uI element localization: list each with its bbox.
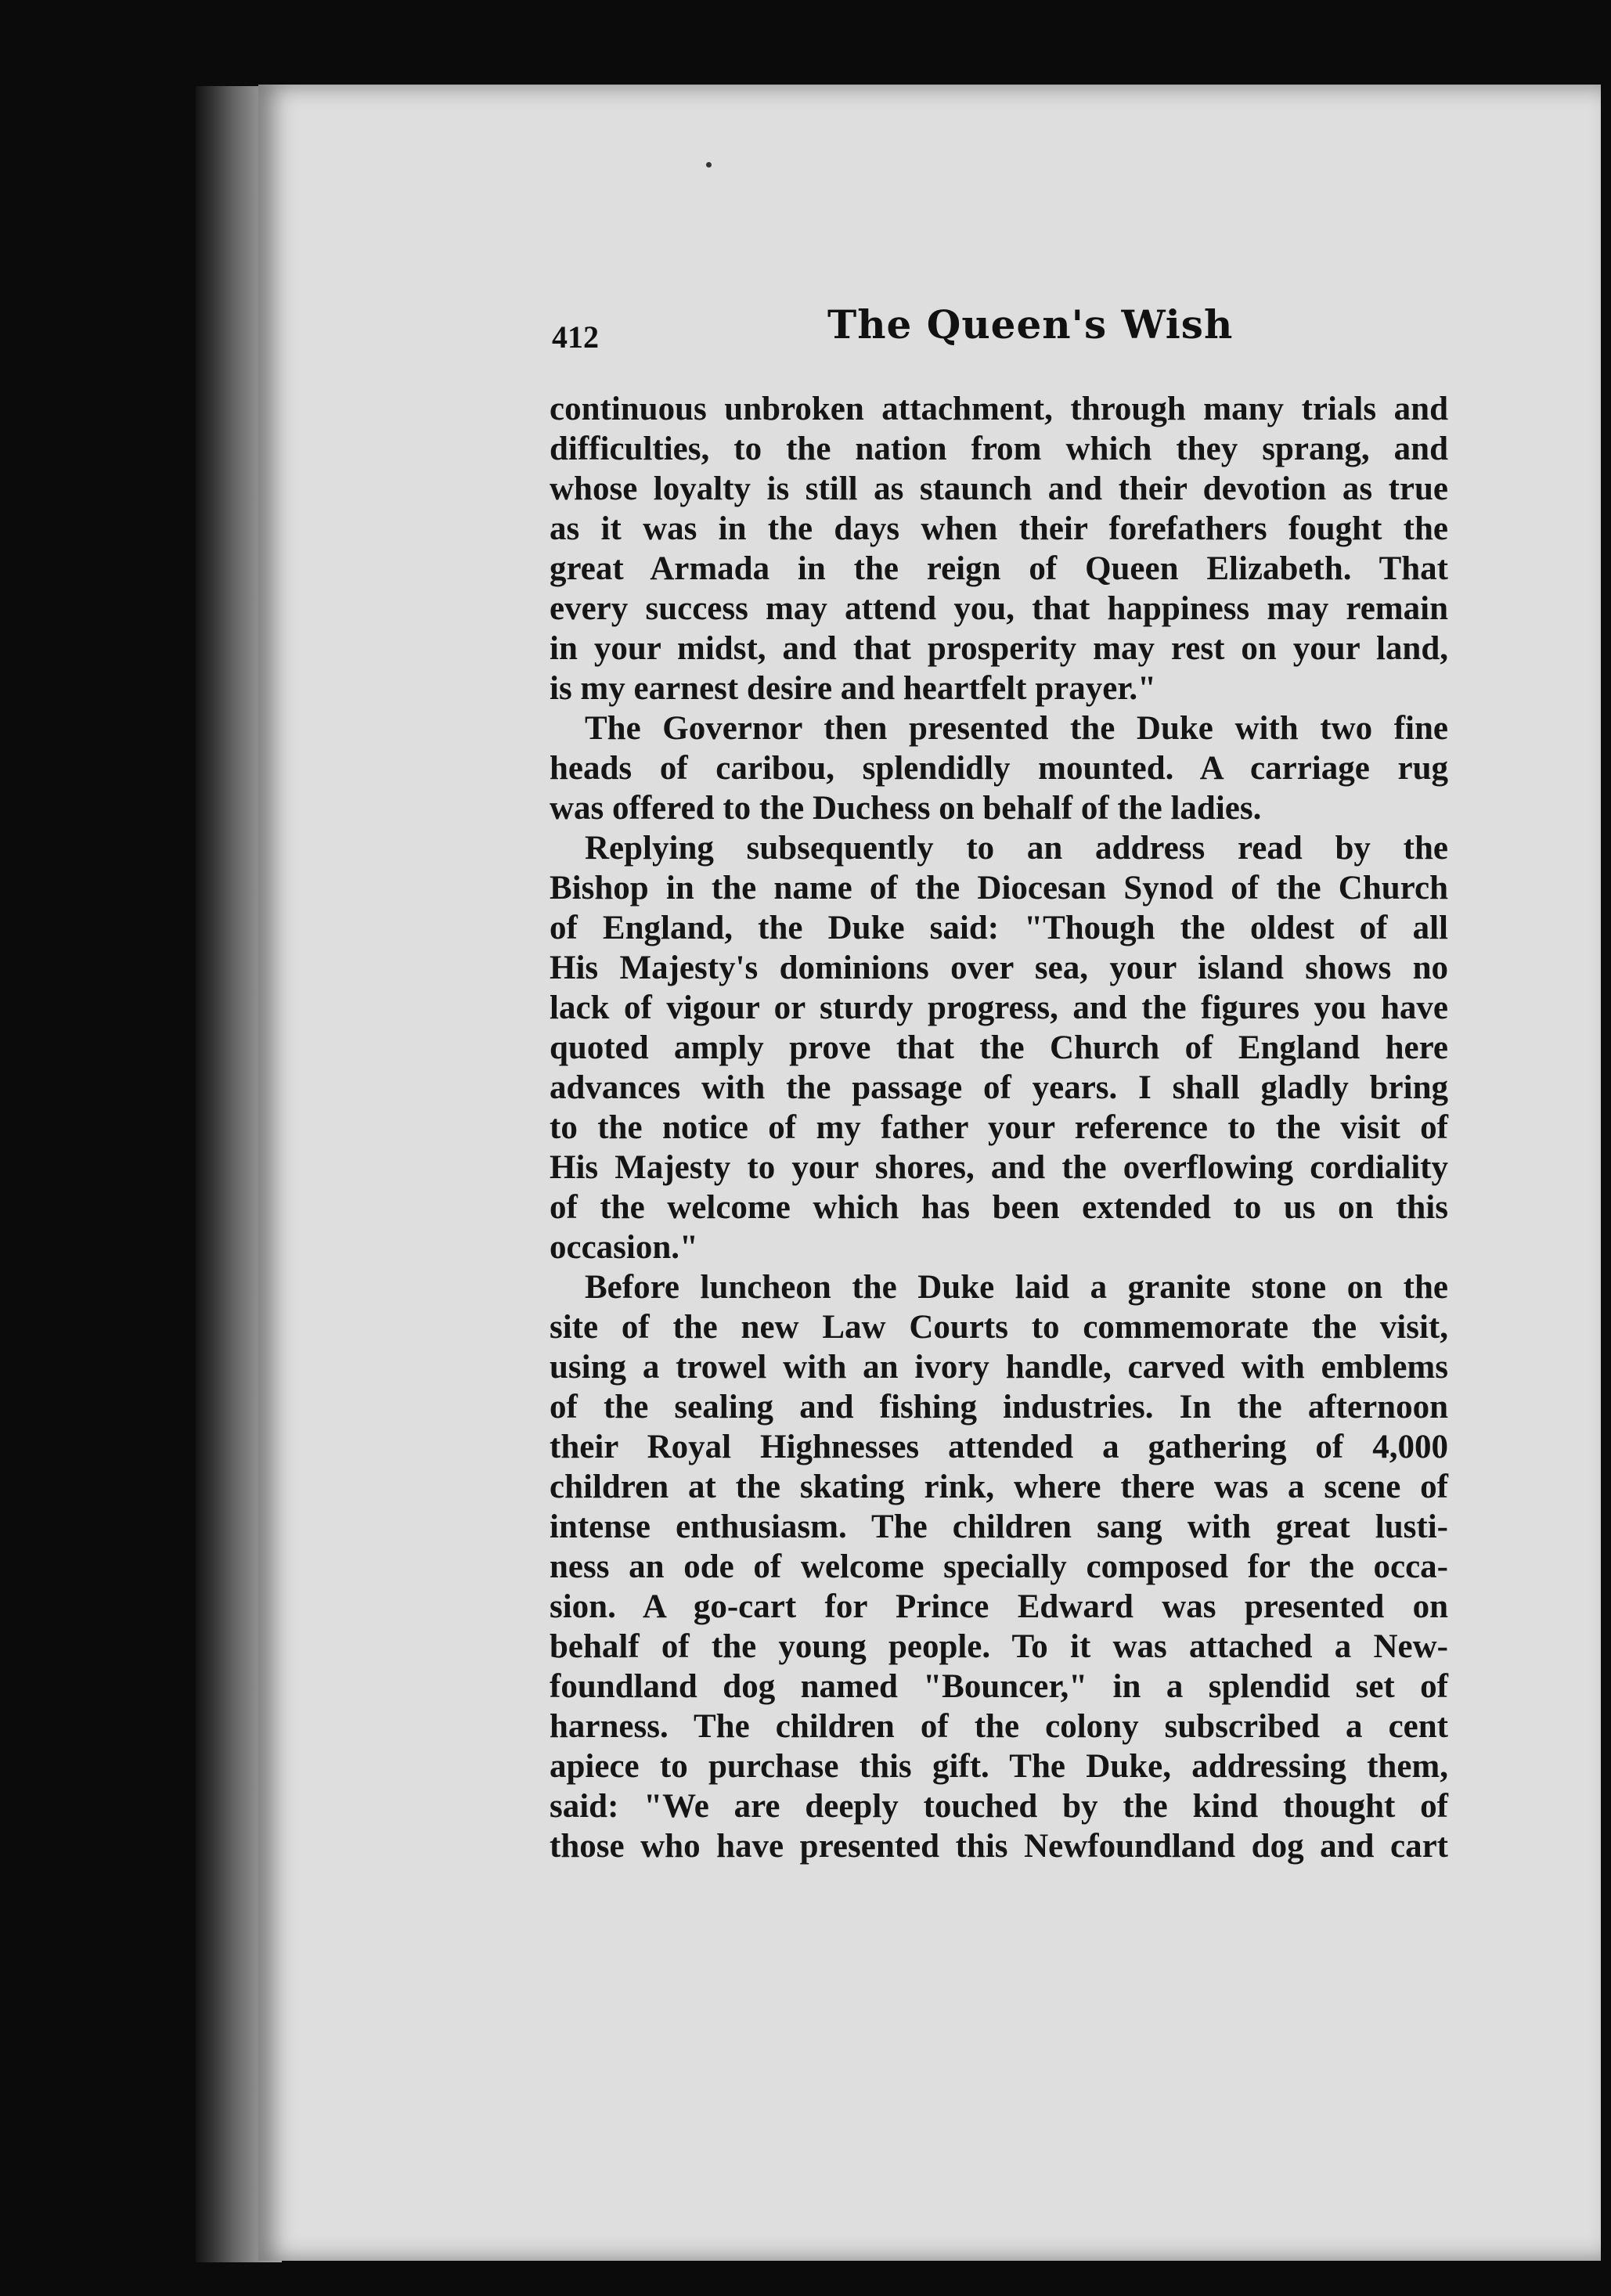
text-line: to the notice of my father your reference to the visit of	[550, 1109, 1448, 1146]
body-text	[550, 389, 1448, 1866]
text-line: His Majesty's dominions over sea, your island shows no	[550, 950, 1448, 986]
text-line: heads of caribou, splendidly mounted. A carriage rug	[550, 750, 1448, 787]
text-line: of the welcome which has been extended to us on this	[550, 1189, 1448, 1226]
text-line: sion. A go-cart for Prince Edward was presented on	[550, 1588, 1448, 1625]
text-line: apiece to purchase this gift. The Duke, addressing them,	[550, 1748, 1448, 1785]
text-line: site of the new Law Courts to commemorate the visit,	[550, 1309, 1448, 1346]
text-line: as it was in the days when their forefathers fought the	[550, 510, 1448, 547]
text-line: Before luncheon the Duke laid a granite stone on the	[585, 1269, 1448, 1306]
text-line: lack of vigour or sturdy progress, and the figures you have	[550, 989, 1448, 1026]
text-line: Replying subsequently to an address read by the	[585, 830, 1448, 867]
text-line: in your midst, and that prosperity may rest on your land,	[550, 630, 1448, 667]
page-number: 412	[552, 319, 599, 355]
text-line: was offered to the Duchess on behalf of the ladies.	[550, 790, 1262, 827]
text-line: ness an ode of welcome specially composed for the occa-	[550, 1548, 1448, 1585]
text-line: behalf of the young people. To it was attached a New-	[550, 1628, 1448, 1665]
text-line: is my earnest desire and heartfelt prayer."	[550, 670, 1157, 707]
text-line: whose loyalty is still as staunch and their devotion as true	[550, 470, 1448, 507]
text-line: their Royal Highnesses attended a gathering of 4,000	[550, 1429, 1448, 1465]
text-line: harness. The children of the colony subscribed a cent	[550, 1708, 1448, 1745]
text-line: of England, the Duke said: "Though the oldest of all	[550, 910, 1448, 946]
text-line: quoted amply prove that the Church of England here	[550, 1029, 1448, 1066]
text-line: great Armada in the reign of Queen Elizabeth. That	[550, 550, 1448, 587]
text-line: difficulties, to the nation from which they sprang, and	[550, 431, 1448, 467]
text-line: intense enthusiasm. The children sang with great lusti-	[550, 1508, 1448, 1545]
text-line: continuous unbroken attachment, through many trials and	[550, 391, 1448, 427]
text-line: using a trowel with an ivory handle, carved with emblems	[550, 1349, 1448, 1386]
text-line: those who have presented this Newfoundland dog and cart	[550, 1828, 1448, 1865]
text-line: of the sealing and fishing industries. In the afternoon	[550, 1389, 1448, 1426]
text-line: His Majesty to your shores, and the overflowing cordiality	[550, 1149, 1448, 1186]
text-line: advances with the passage of years. I shall gladly bring	[550, 1069, 1448, 1106]
speck-mark	[706, 162, 712, 168]
text-line: said: "We are deeply touched by the kind thought of	[550, 1788, 1448, 1825]
text-line: The Governor then presented the Duke with two fine	[585, 710, 1448, 747]
text-line: occasion."	[550, 1229, 698, 1266]
text-line: every success may attend you, that happiness may remain	[550, 590, 1448, 627]
text-line: foundland dog named "Bouncer," in a splendid set of	[550, 1668, 1448, 1705]
text-line: Bishop in the name of the Diocesan Synod of the Church	[550, 870, 1448, 907]
running-title: The Queen's Wish	[827, 301, 1234, 348]
running-head	[552, 301, 1436, 372]
text-line: children at the skating rink, where there was a scene of	[550, 1469, 1448, 1505]
